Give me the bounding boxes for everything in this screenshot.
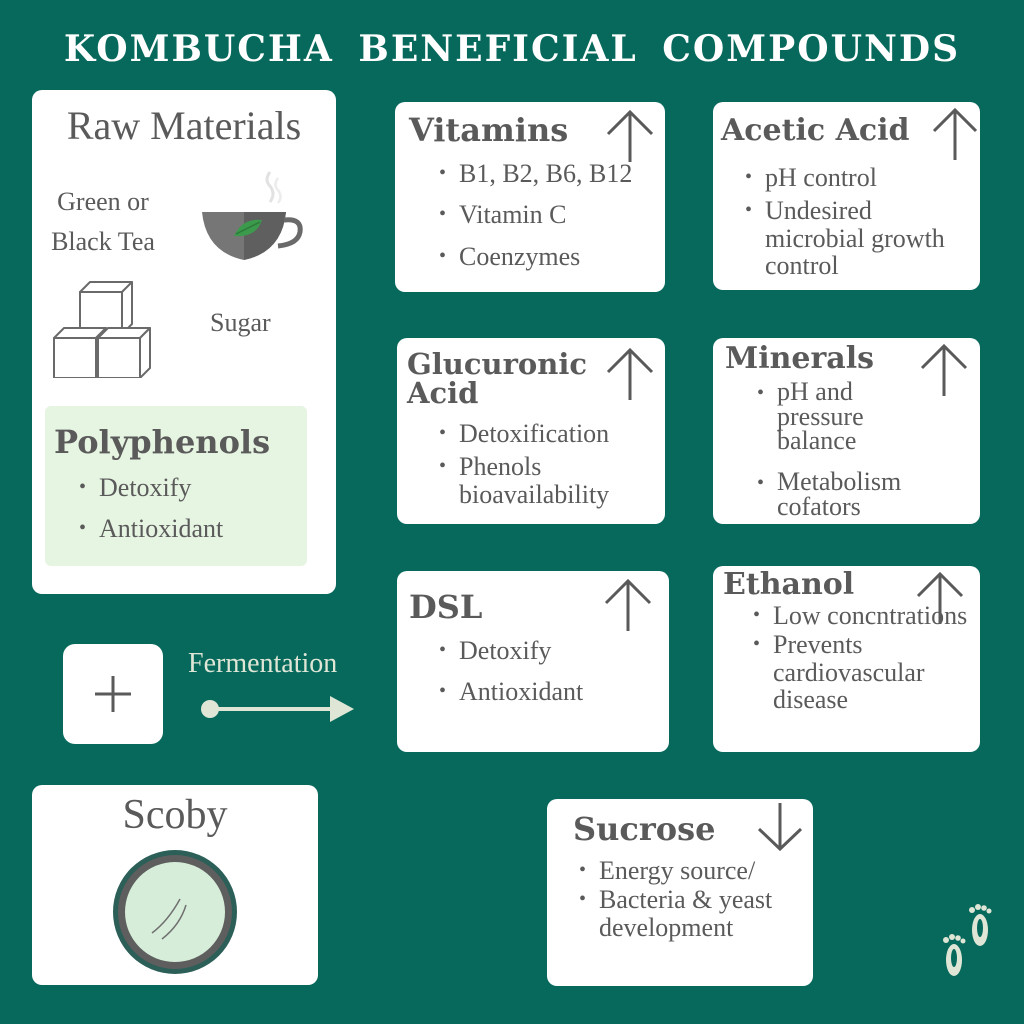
ethanol-card bbox=[713, 566, 980, 752]
up-arrow-icon bbox=[605, 108, 655, 164]
dsl-card bbox=[397, 571, 669, 752]
dsl-list bbox=[439, 637, 583, 706]
minerals-heading: Minerals bbox=[725, 341, 875, 376]
list-item: • Energy source/ bbox=[579, 857, 809, 884]
up-arrow-icon bbox=[603, 577, 653, 633]
plus-box bbox=[63, 644, 163, 744]
fermentation-label: Fermentation bbox=[188, 648, 338, 679]
list-item: • Antioxidant bbox=[79, 515, 223, 542]
right-arrow-icon bbox=[198, 694, 358, 724]
vitamins-card bbox=[395, 102, 665, 292]
page-title: KOMBUCHA BENEFICIAL COMPOUNDS bbox=[63, 28, 961, 70]
footprints-icon bbox=[936, 898, 1000, 990]
list-item: • pH control bbox=[745, 164, 975, 191]
list-item: • Prevents cardiovascular disease bbox=[753, 631, 973, 713]
list-item: • Phenols bioavailability bbox=[439, 453, 659, 508]
up-arrow-icon bbox=[605, 346, 655, 402]
list-item: • Antioxidant bbox=[439, 678, 583, 705]
list-item: • Undesired microbial growth control bbox=[745, 197, 975, 279]
glucuronic-acid-card bbox=[397, 338, 665, 524]
list-item: • Coenzymes bbox=[439, 243, 632, 270]
list-item: • Detoxify bbox=[79, 474, 223, 501]
list-item: • Vitamin C bbox=[439, 201, 632, 228]
list-item: • Detoxification bbox=[439, 420, 659, 447]
polyphenols-box bbox=[45, 406, 307, 566]
minerals-card bbox=[713, 338, 980, 524]
sucrose-card bbox=[547, 799, 813, 986]
scoby-card bbox=[32, 785, 318, 985]
list-item: • Bacteria & yeast development bbox=[579, 886, 809, 941]
up-arrow-icon bbox=[931, 106, 979, 162]
list-item: • Low concntrations bbox=[753, 602, 973, 629]
tea-label: Green or Black Tea bbox=[51, 187, 155, 257]
list-item: • B1, B2, B6, B12 bbox=[439, 160, 632, 187]
sucrose-list bbox=[579, 857, 809, 941]
ethanol-heading: Ethanol bbox=[723, 567, 855, 602]
sugar-cubes-icon bbox=[50, 278, 154, 378]
raw-materials-heading: Raw Materials bbox=[66, 103, 302, 148]
acetic-acid-list bbox=[745, 164, 975, 279]
down-arrow-icon bbox=[755, 801, 805, 853]
ethanol-list bbox=[753, 602, 973, 713]
list-item: • Detoxify bbox=[439, 637, 583, 664]
vitamins-heading: Vitamins bbox=[409, 111, 569, 149]
tea-cup-icon bbox=[194, 168, 304, 264]
glucuronic-acid-heading: Glucuronic Acid bbox=[407, 347, 587, 410]
acetic-acid-card bbox=[713, 102, 980, 290]
glucuronic-acid-list bbox=[439, 420, 659, 508]
scoby-heading: Scoby bbox=[122, 792, 228, 838]
sucrose-heading: Sucrose bbox=[573, 810, 716, 848]
list-item: • pH and pressure balance bbox=[757, 380, 937, 454]
dsl-heading: DSL bbox=[409, 588, 483, 626]
minerals-list bbox=[757, 377, 937, 521]
scoby-disc-icon bbox=[110, 847, 240, 977]
polyphenols-heading: Polyphenols bbox=[54, 423, 271, 461]
acetic-acid-heading: Acetic Acid bbox=[721, 113, 910, 148]
raw-materials-card bbox=[32, 90, 336, 594]
plus-icon bbox=[93, 674, 133, 714]
sugar-label: Sugar bbox=[210, 308, 271, 337]
vitamins-list bbox=[439, 160, 632, 270]
polyphenols-list bbox=[79, 474, 223, 557]
list-item: • Metabolism cofators bbox=[757, 470, 937, 519]
